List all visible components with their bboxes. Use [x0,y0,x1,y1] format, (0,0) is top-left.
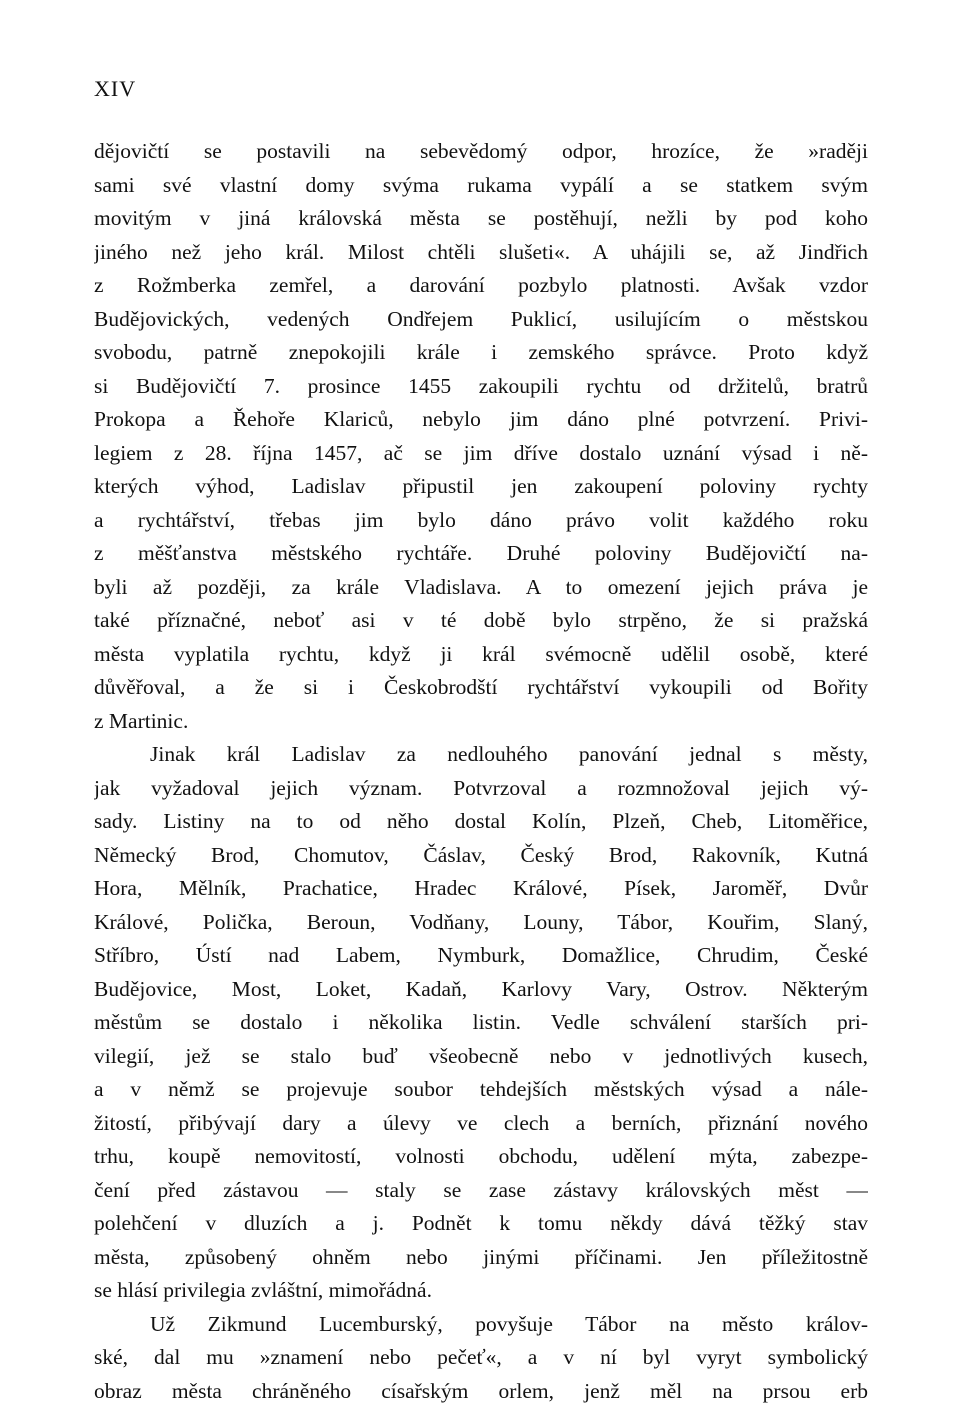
text-line: jak vyžadoval jejich význam. Potvrzoval a rozmnožoval jejich vý- [94,772,868,806]
text-line: movitým v jiná královská města se postěhují, nežli by pod koho [94,202,868,236]
text-line: Německý Brod, Chomutov, Čáslav, Český Brod, Rakovník, Kutná [94,839,868,873]
text-line: Hora, Mělník, Prachatice, Hradec Králové, Písek, Jaroměř, Dvůr [94,872,868,906]
text-line: z Martinic. [94,705,868,739]
text-line: také příznačné, neboť asi v té době bylo strpěno, že si pražská [94,604,868,638]
page-number: XIV [94,76,136,102]
text-line: vilegií, jež se stalo buď všeobecně nebo v jednotlivých kusech, [94,1040,868,1074]
text-line: důvěřoval, a že si i Českobrodští rychtářství vykoupili od Bořity [94,671,868,705]
text-line: Budějovických, vedených Ondřejem Puklicí, usilujícím o městskou [94,303,868,337]
text-line: města vyplatila rychtu, když ji král svémocně udělil osobě, které [94,638,868,672]
text-line: kterých výhod, Ladislav připustil jen zakoupení poloviny rychty [94,470,868,504]
text-line: byli až později, za krále Vladislava. A to omezení jejich práva je [94,571,868,605]
text-line: se hlásí privilegia zvláštní, mimořádná. [94,1274,868,1308]
text-line: žitostí, přibývají dary a úlevy ve clech a berních, přiznání nového [94,1107,868,1141]
text-line: města, způsobený ohněm nebo jinými příčinami. Jen příležitostně [94,1241,868,1275]
text-line: městům se dostalo i několika listin. Vedle schválení starších pri- [94,1006,868,1040]
text-line: Budějovice, Most, Loket, Kadaň, Karlovy Vary, Ostrov. Některým [94,973,868,1007]
text-line: trhu, koupě nemovitostí, volnosti obchodu, udělení mýta, zabezpe- [94,1140,868,1174]
text-line: svobodu, patrně znepokojili krále i zemského správce. Proto když [94,336,868,370]
text-line: si Budějovičtí 7. prosince 1455 zakoupili rychtu od držitelů, bratrů [94,370,868,404]
text-line: dějovičtí se postavili na sebevědomý odpor, hrozíce, že »raději [94,135,868,169]
text-line: Králové, Polička, Beroun, Vodňany, Louny, Tábor, Kouřim, Slaný, [94,906,868,940]
text-line: ské, dal mu »znamení nebo pečeť«, a v ní byl vyryt symbolický [94,1341,868,1375]
text-line: Už Zikmund Lucemburský, povyšuje Tábor na město králov- [94,1308,868,1342]
body-text [94,135,868,1408]
text-line: Stříbro, Ústí nad Labem, Nymburk, Domažlice, Chrudim, České [94,939,868,973]
text-line: sady. Listiny na to od něho dostal Kolín, Plzeň, Cheb, Litoměřice, [94,805,868,839]
text-line: z Rožmberka zemřel, a darování pozbylo platnosti. Avšak vzdor [94,269,868,303]
text-line: legiem z 28. října 1457, ač se jim dříve dostalo uznání výsad i ně- [94,437,868,471]
text-line: Jinak král Ladislav za nedlouhého panování jednal s městy, [94,738,868,772]
text-line: polehčení v dluzích a j. Podnět k tomu někdy dává těžký stav [94,1207,868,1241]
text-line: čení před zástavou — staly se zase zástavy královských měst — [94,1174,868,1208]
text-line: z měšťanstva městského rychtáře. Druhé poloviny Budějovičtí na- [94,537,868,571]
text-line: obraz města chráněného císařským orlem, jenž měl na prsou erb [94,1375,868,1408]
text-line: jiného než jeho král. Milost chtěli slušeti«. A uhájili se, až Jindřich [94,236,868,270]
text-line: Prokopa a Řehoře Klariců, nebylo jim dáno plné potvrzení. Privi- [94,403,868,437]
text-line: a rychtářství, třebas jim bylo dáno právo volit každého roku [94,504,868,538]
text-line: a v němž se projevuje soubor tehdejších městských výsad a nále- [94,1073,868,1107]
text-line: sami své vlastní domy svýma rukama vypálí a se statkem svým [94,169,868,203]
